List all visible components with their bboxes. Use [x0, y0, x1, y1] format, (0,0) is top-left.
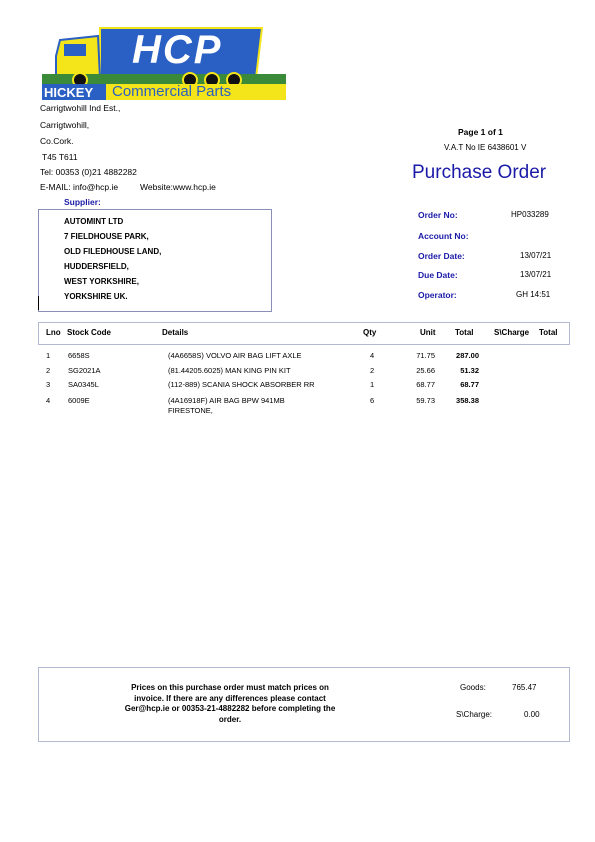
supplier-line: AUTOMINT LTD: [64, 217, 124, 226]
supplier-box-marker: [38, 296, 39, 310]
logo-text: HCP: [132, 28, 223, 72]
supplier-line: OLD FILEDHOUSE LAND,: [64, 247, 162, 256]
row-unit: 71.75: [416, 351, 435, 360]
row-lno: 3: [46, 380, 51, 389]
scharge-value: 0.00: [524, 710, 540, 719]
operator-label: Operator:: [418, 290, 457, 300]
row-total: 358.38: [456, 396, 479, 405]
row-lno: 4: [46, 396, 51, 405]
order-no-label: Order No:: [418, 210, 458, 220]
row-details: (4A16918F) AIR BAG BPW 941MB: [168, 396, 285, 405]
row-code: SG2021A: [68, 366, 101, 375]
footer-notice: [90, 683, 370, 725]
due-date-value: 13/07/21: [520, 270, 552, 279]
row-unit: 59.73: [416, 396, 435, 405]
row-total: 68.77: [460, 380, 479, 389]
row-details-cont: FIRESTONE,: [168, 406, 213, 415]
logo-sub-hickey: HICKEY: [44, 85, 94, 100]
row-details: (81.44205.6025) MAN KING PIN KIT: [168, 366, 291, 375]
col-qty: Qty: [363, 328, 377, 337]
website-text: Website:www.hcp.ie: [140, 182, 216, 192]
row-code: 6658S: [68, 351, 90, 360]
col-lno: Lno: [46, 328, 61, 337]
col-unit: Unit: [420, 328, 436, 337]
col-details: Details: [162, 328, 189, 337]
goods-label: Goods:: [460, 683, 486, 692]
row-total: 51.32: [460, 366, 479, 375]
row-lno: 2: [46, 366, 51, 375]
row-unit: 25.66: [416, 366, 435, 375]
row-qty: 2: [370, 366, 375, 375]
notice-line: Ger@hcp.ie or 00353-21-4882282 before completing the: [124, 704, 336, 713]
col-total: Total: [455, 328, 474, 337]
col-total-2: Total: [539, 328, 558, 337]
address-line: T45 T611: [42, 152, 78, 162]
col-scharge: S\Charge: [494, 328, 530, 337]
operator-value: GH 14:51: [516, 290, 551, 299]
col-stock-code: Stock Code: [67, 328, 112, 337]
row-details: (4A6658S) VOLVO AIR BAG LIFT AXLE: [168, 351, 302, 360]
supplier-line: 7 FIELDHOUSE PARK,: [64, 232, 149, 241]
row-total: 287.00: [456, 351, 479, 360]
email-text: E-MAIL: info@hcp.ie: [40, 182, 119, 192]
notice-line: order.: [218, 714, 242, 724]
vat-number: V.A.T No IE 6438601 V: [444, 143, 527, 152]
account-no-label: Account No:: [418, 231, 469, 241]
address-line: Carrigtwohill Ind Est.,: [40, 103, 121, 113]
table-row: [0, 380, 595, 392]
order-date-label: Order Date:: [418, 251, 465, 261]
supplier-label: Supplier:: [64, 197, 101, 207]
goods-value: 765.47: [512, 683, 537, 692]
row-code: SA0345L: [68, 380, 99, 389]
order-no-value: HP033289: [511, 210, 549, 219]
table-row: [0, 351, 595, 363]
address-line: Co.Cork.: [40, 136, 74, 146]
page-number: Page 1 of 1: [458, 127, 503, 137]
row-qty: 4: [370, 351, 375, 360]
row-qty: 6: [370, 396, 375, 405]
table-header: [38, 322, 570, 345]
address-line: Tel: 00353 (0)21 4882282: [40, 167, 137, 177]
table-row: [0, 366, 595, 378]
address-line: Carrigtwohill,: [40, 120, 90, 130]
supplier-line: HUDDERSFIELD,: [64, 262, 129, 271]
company-logo: [40, 22, 286, 100]
row-lno: 1: [46, 351, 51, 360]
page-title: Purchase Order: [412, 162, 547, 183]
table-row: [0, 396, 595, 418]
order-date-value: 13/07/21: [520, 251, 552, 260]
scharge-label: S\Charge:: [456, 710, 493, 719]
due-date-label: Due Date:: [418, 270, 458, 280]
row-code: 6009E: [68, 396, 90, 405]
supplier-line: WEST YORKSHIRE,: [64, 277, 139, 286]
logo-sub-commercial: Commercial Parts: [112, 83, 232, 100]
notice-line: Prices on this purchase order must match prices on: [131, 683, 329, 692]
row-unit: 68.77: [416, 380, 435, 389]
row-qty: 1: [370, 380, 375, 389]
notice-line: invoice. If there are any differences please contact: [134, 693, 326, 703]
supplier-line: YORKSHIRE UK.: [64, 292, 128, 301]
row-details: (112-889) SCANIA SHOCK ABSORBER RR: [168, 380, 315, 389]
